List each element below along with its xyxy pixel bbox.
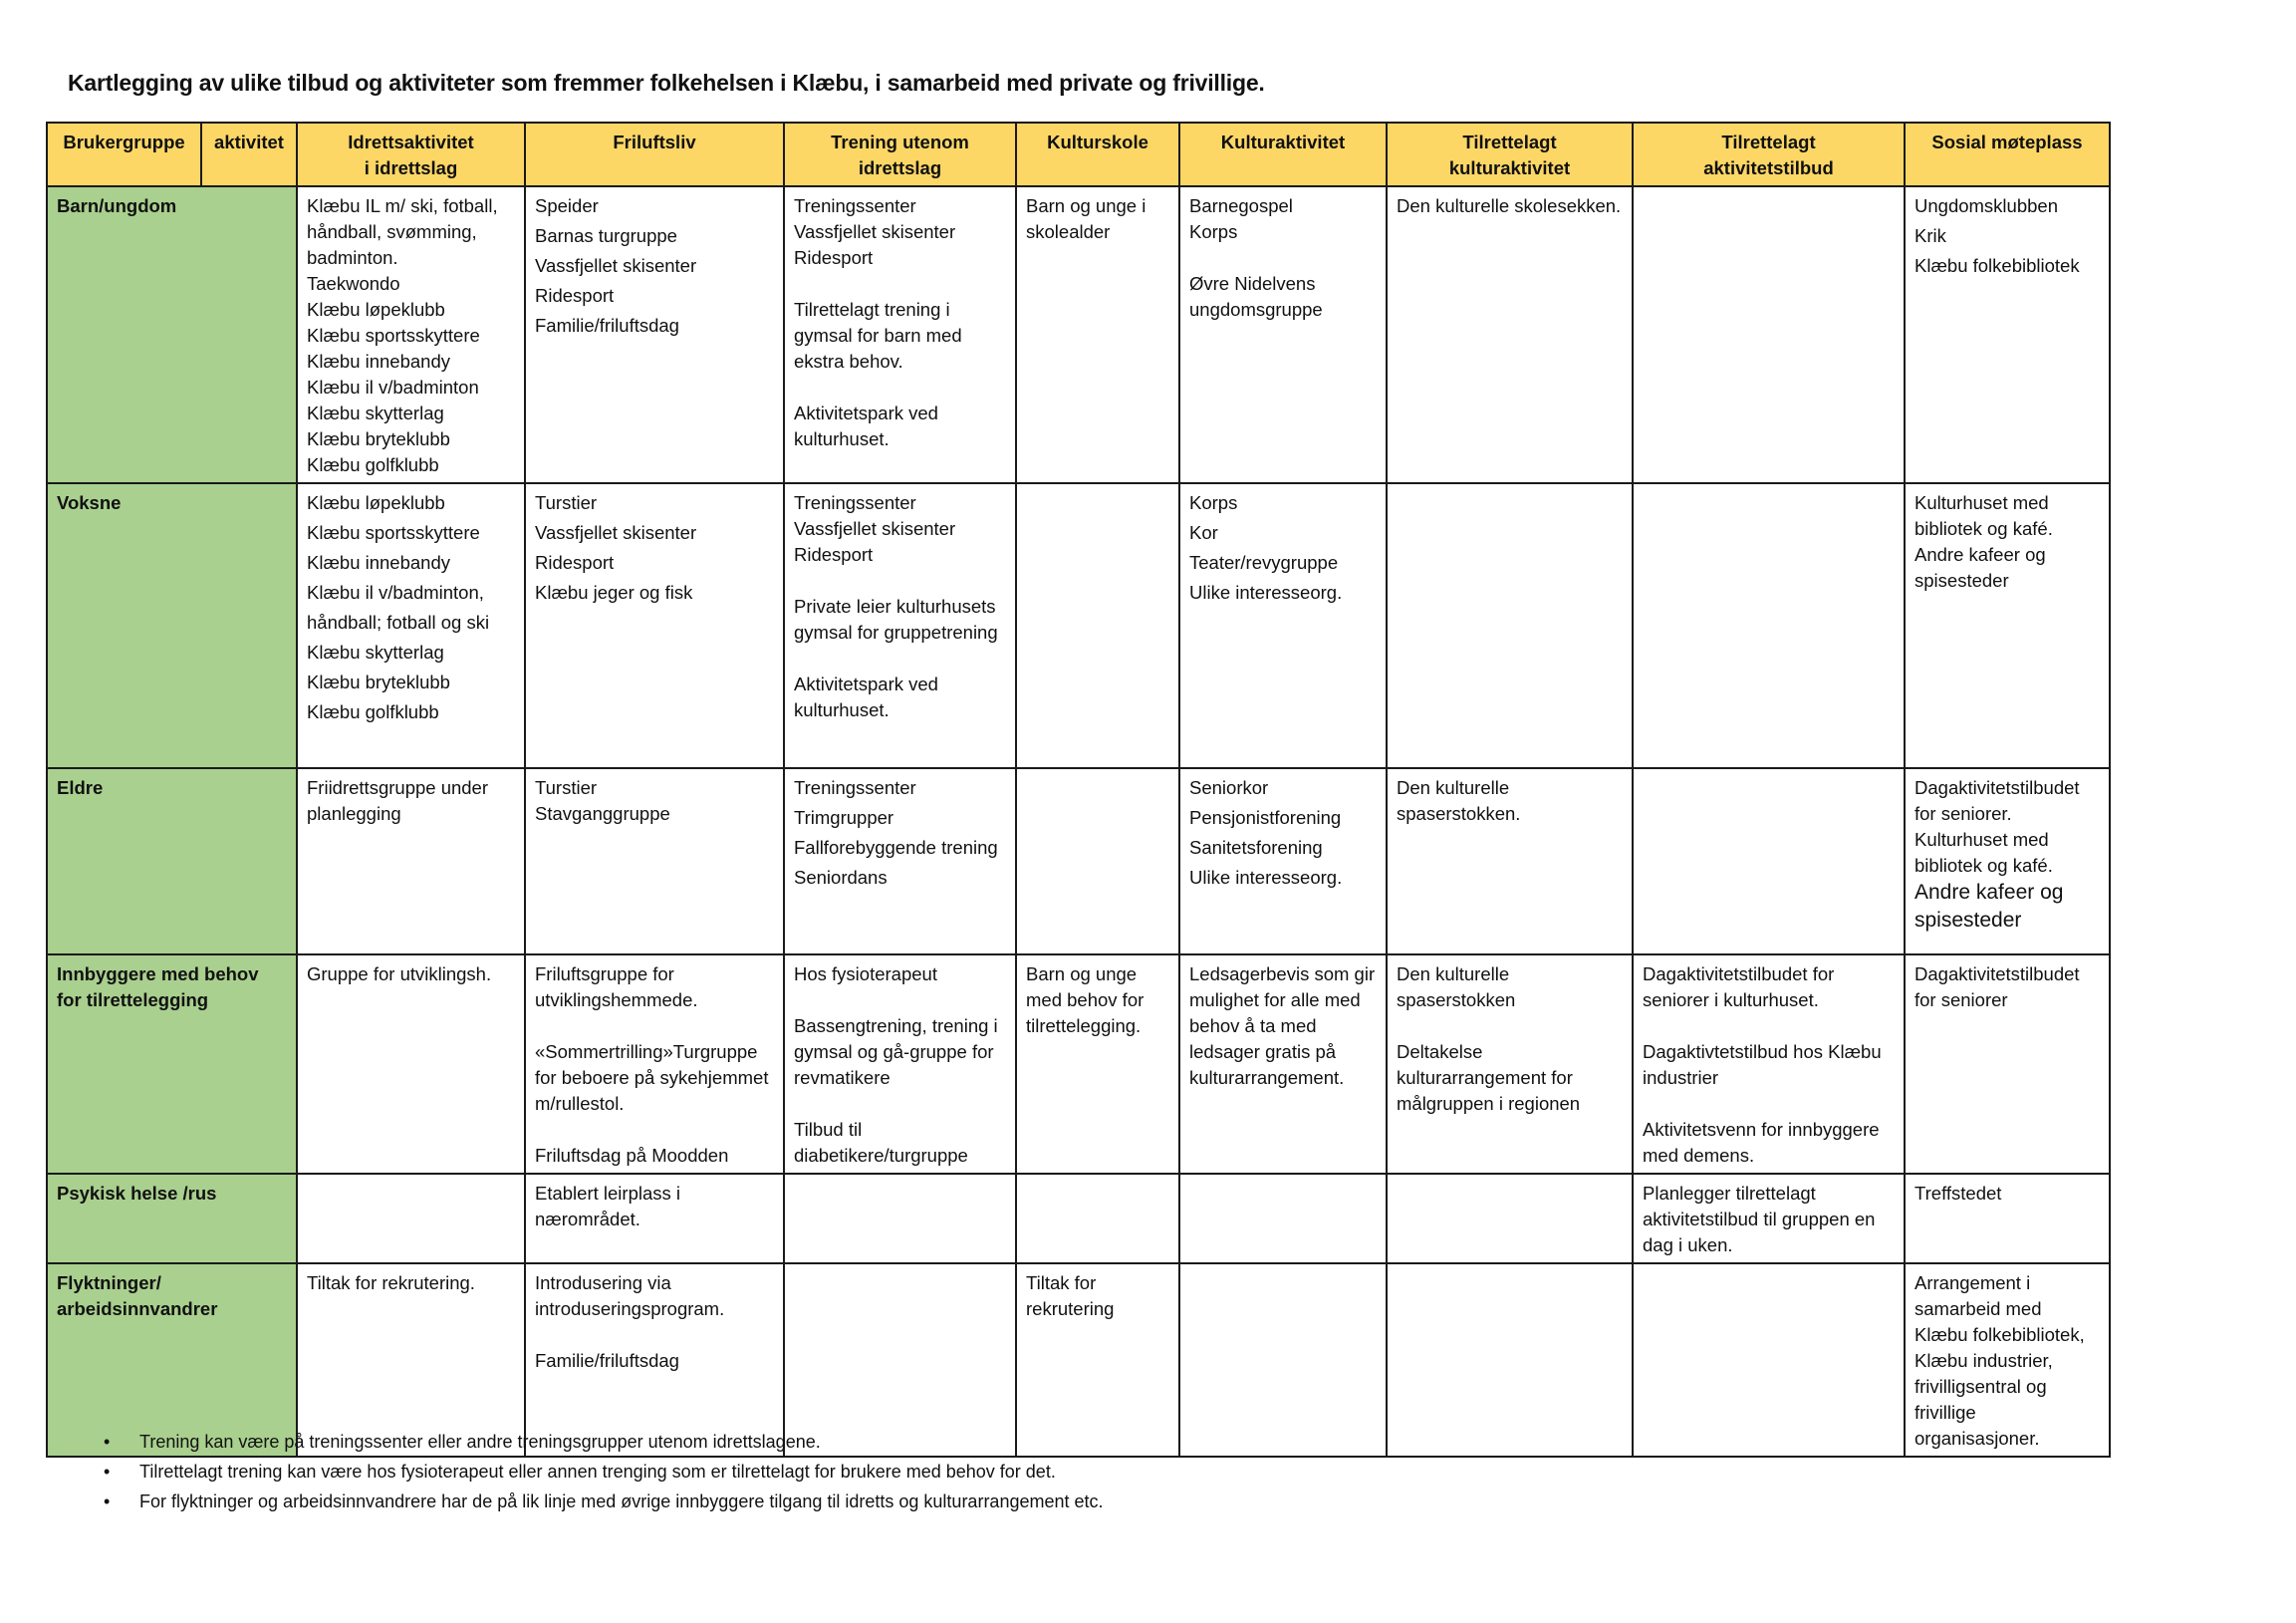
header-aktivitet: aktivitet [201, 123, 297, 186]
cell-tilrettelagt-kulturaktivitet [1387, 1263, 1633, 1457]
table-body [47, 186, 2110, 1457]
cell-tilrettelagt-aktivitetstilbud [1633, 768, 1905, 954]
cell-line: håndball, svømming, [307, 221, 477, 242]
cell-tilrettelagt-kulturaktivitet [1387, 954, 1633, 1174]
cell-line: Kulturhuset med bibliotek og kafé. [1914, 829, 2053, 876]
header-sosial-moteplass: Sosial møteplass [1905, 123, 2110, 186]
cell-line: Klæbu løpeklubb [307, 299, 445, 320]
cell-line: Korps [1189, 492, 1238, 513]
cell-line: Arrangement i samarbeid med Klæbu folkebibliotek, Klæbu industrier, frivilligsentral og frivillige organisasjoner. [1914, 1272, 2085, 1449]
header-kulturskole: Kulturskole [1016, 123, 1179, 186]
cell-friluftsliv [525, 1174, 784, 1263]
cell-kulturaktivitet [1179, 768, 1387, 954]
cell-line: Klæbu innebandy [307, 351, 450, 372]
cell-trening [784, 954, 1016, 1174]
cell-brukergruppe: Voksne [47, 483, 297, 768]
cell-line: Ridesport [535, 285, 615, 306]
cell-line: Dagaktivitetstilbudet for seniorer i kulturhuset. [1643, 963, 1835, 1010]
table-row [47, 768, 2110, 954]
cell-line: Andre kafeer og spisesteder [1914, 881, 2064, 932]
cell-line: Aktivitetspark ved kulturhuset. [794, 403, 938, 449]
cell-sosial-moteplass [1905, 768, 2110, 954]
cell-line: Den kulturelle skolesekken. [1397, 195, 1622, 216]
cell-line: Friluftsgruppe for utviklingshemmede. [535, 963, 698, 1010]
header-line: Idrettsaktivitet [348, 132, 474, 152]
cell-line: Stavganggruppe [535, 803, 670, 824]
cell-line: Klæbu il v/badminton [307, 377, 479, 398]
cell-line: badminton. [307, 247, 398, 268]
cell-line: «Sommertrilling»Turgruppe for beboere på sykehjemmet m/rullestol. [535, 1041, 769, 1114]
cell-line: Treffstedet [1914, 1183, 2002, 1204]
bullet-icon: • [104, 1491, 111, 1511]
table-row [47, 1174, 2110, 1263]
cell-line: Ridesport [794, 247, 874, 268]
cell-idrettsaktivitet [297, 483, 525, 768]
cell-idrettsaktivitet [297, 954, 525, 1174]
cell-friluftsliv [525, 768, 784, 954]
cell-line: Sanitetsforening [1189, 837, 1323, 858]
cell-line: Korps [1189, 221, 1238, 242]
cell-brukergruppe: Psykisk helse /rus [47, 1174, 297, 1263]
cell-line: Treningssenter [794, 777, 916, 798]
cell-line: Seniordans [794, 867, 888, 888]
cell-line: Bassengtrening, trening i gymsal og gå-gruppe for revmatikere [794, 1015, 998, 1088]
cell-line: Hos fysioterapeut [794, 963, 937, 984]
cell-kulturskole [1016, 1174, 1179, 1263]
notes-list [104, 1427, 1104, 1516]
cell-kulturaktivitet [1179, 954, 1387, 1174]
cell-sosial-moteplass [1905, 1174, 2110, 1263]
header-row [47, 123, 2110, 186]
cell-kulturskole [1016, 768, 1179, 954]
cell-line: Fallforebyggende trening [794, 837, 998, 858]
cell-line: Trimgrupper [794, 807, 894, 828]
header-line: idrettslag [858, 157, 942, 178]
cell-line: Klæbu sportsskyttere [307, 522, 480, 543]
cell-line: Klæbu bryteklubb [307, 428, 450, 449]
cell-line: Kor [1189, 522, 1218, 543]
header-tilrettelagt-aktivitetstilbud [1633, 123, 1905, 186]
cell-line: Dagaktivitetstilbudet for seniorer [1914, 963, 2080, 1010]
cell-tilrettelagt-aktivitetstilbud [1633, 483, 1905, 768]
note-item [104, 1457, 1104, 1487]
cell-line: Dagaktivitetstilbudet for seniorer. [1914, 777, 2080, 824]
cell-line: Turstier [535, 492, 598, 513]
note-item [104, 1427, 1104, 1457]
header-line: kulturaktivitet [1448, 157, 1571, 178]
cell-tilrettelagt-kulturaktivitet [1387, 186, 1633, 483]
cell-line: Barn og unge i skolealder [1026, 195, 1147, 242]
cell-line: Barn og unge med behov for tilrettelegging. [1026, 963, 1145, 1036]
cell-sosial-moteplass [1905, 483, 2110, 768]
cell-line: Klæbu sportsskyttere [307, 325, 480, 346]
cell-line: Krik [1914, 225, 1946, 246]
header-line: i idrettslag [364, 157, 458, 178]
cell-tilrettelagt-aktivitetstilbud [1633, 1174, 1905, 1263]
bullet-icon: • [104, 1432, 111, 1452]
cell-line: Klæbu skytterlag [307, 642, 444, 663]
cell-line: Klæbu skytterlag [307, 403, 444, 423]
cell-line: Taekwondo [307, 273, 400, 294]
cell-tilrettelagt-kulturaktivitet [1387, 483, 1633, 768]
cell-brukergruppe: Flyktninger/ arbeidsinnvandrer [47, 1263, 297, 1457]
note-text: For flyktninger og arbeidsinnvandrere har de på lik linje med øvrige innbyggere tilgang til idretts og kulturarrangement etc. [139, 1491, 1104, 1511]
cell-line: Øvre Nidelvens ungdomsgruppe [1189, 273, 1323, 320]
header-line: Tilrettelagt [1462, 132, 1557, 152]
table-row [47, 186, 2110, 483]
cell-line: Den kulturelle spaserstokken [1397, 963, 1516, 1010]
header-tilrettelagt-kulturaktivitet [1387, 123, 1633, 186]
cell-line: Vassfjellet skisenter [535, 522, 697, 543]
cell-line: Introdusering via introduseringsprogram. [535, 1272, 725, 1319]
cell-sosial-moteplass [1905, 954, 2110, 1174]
cell-kulturskole [1016, 954, 1179, 1174]
cell-brukergruppe: Barn/ungdom [47, 186, 297, 483]
cell-line: Etablert leirplass i nærområdet. [535, 1183, 681, 1229]
cell-line: Klæbu jeger og fisk [535, 582, 693, 603]
cell-tilrettelagt-kulturaktivitet [1387, 1174, 1633, 1263]
cell-line: Klæbu folkebibliotek [1914, 255, 2080, 276]
cell-line: Gruppe for utviklingsh. [307, 963, 492, 984]
cell-line: Ledsagerbevis som gir mulighet for alle med behov å ta med ledsager gratis på kulturarrangement. [1189, 963, 1376, 1088]
cell-trening [784, 1174, 1016, 1263]
table-row [47, 954, 2110, 1174]
cell-line: Ridesport [794, 544, 874, 565]
cell-line: Private leier kulturhusets gymsal for gruppetrening [794, 596, 998, 643]
cell-line: Vassfjellet skisenter [794, 221, 956, 242]
cell-kulturskole [1016, 483, 1179, 768]
header-friluftsliv: Friluftsliv [525, 123, 784, 186]
cell-line: Kulturhuset med bibliotek og kafé. [1914, 492, 2053, 539]
cell-tilrettelagt-aktivitetstilbud [1633, 954, 1905, 1174]
cell-line: Familie/friluftsdag [535, 1350, 679, 1371]
cell-line: Ungdomsklubben [1914, 195, 2058, 216]
header-idrettsaktivitet [297, 123, 525, 186]
cell-line: Aktivitetsvenn for innbyggere med demens. [1643, 1119, 1880, 1166]
cell-line: Turstier [535, 777, 598, 798]
cell-trening [784, 186, 1016, 483]
header-kulturaktivitet: Kulturaktivitet [1179, 123, 1387, 186]
cell-kulturaktivitet [1179, 1263, 1387, 1457]
cell-kulturskole [1016, 186, 1179, 483]
cell-trening [784, 483, 1016, 768]
cell-line: Familie/friluftsdag [535, 315, 679, 336]
cell-line: Barnegospel [1189, 195, 1293, 216]
cell-line: Tilrettelagt trening i gymsal for barn med ekstra behov. [794, 299, 962, 372]
cell-kulturaktivitet [1179, 1174, 1387, 1263]
header-brukergruppe: Brukergruppe [47, 123, 201, 186]
note-text: Tilrettelagt trening kan være hos fysioterapeut eller annen trenging som er tilrettelagt for brukere med behov for det. [139, 1462, 1056, 1482]
cell-line: Teater/revygruppe [1189, 552, 1339, 573]
cell-line: Ridesport [535, 552, 615, 573]
cell-brukergruppe: Eldre [47, 768, 297, 954]
cell-idrettsaktivitet [297, 1174, 525, 1263]
cell-idrettsaktivitet [297, 186, 525, 483]
cell-line: Klæbu golfklubb [307, 454, 439, 475]
cell-line: Dagaktivtetstilbud hos Klæbu industrier [1643, 1041, 1882, 1088]
cell-line: Friidrettsgruppe under planlegging [307, 777, 489, 824]
document-title: Kartlegging av ulike tilbud og aktiviteter som fremmer folkehelsen i Klæbu, i samarbeid med private og frivillige. [68, 70, 1265, 96]
activity-table [46, 122, 2111, 1458]
cell-line: Vassfjellet skisenter [794, 518, 956, 539]
cell-line: Tilbud til diabetikere/turgruppe [794, 1119, 968, 1166]
cell-line: Pensjonistforening [1189, 807, 1342, 828]
cell-tilrettelagt-aktivitetstilbud [1633, 186, 1905, 483]
cell-friluftsliv [525, 186, 784, 483]
note-text: Trening kan være på treningssenter eller andre treningsgrupper utenom idrettslagene. [139, 1432, 821, 1452]
cell-brukergruppe: Innbyggere med behov for tilrettelegging [47, 954, 297, 1174]
header-line: Trening utenom [831, 132, 969, 152]
cell-line: Treningssenter [794, 195, 916, 216]
cell-line: Friluftsdag på Moodden [535, 1145, 729, 1166]
cell-line: Deltakelse kulturarrangement for målgruppen i regionen [1397, 1041, 1581, 1114]
table-row [47, 483, 2110, 768]
cell-line: Klæbu innebandy [307, 552, 450, 573]
cell-line: Klæbu bryteklubb [307, 672, 450, 692]
cell-line: Tiltak for rekrutering [1026, 1272, 1115, 1319]
cell-kulturaktivitet [1179, 483, 1387, 768]
cell-idrettsaktivitet [297, 768, 525, 954]
cell-line: Aktivitetspark ved kulturhuset. [794, 674, 938, 720]
cell-line: håndball; fotball og ski [307, 612, 490, 633]
cell-line: Seniorkor [1189, 777, 1269, 798]
cell-line: Treningssenter [794, 492, 916, 513]
cell-tilrettelagt-aktivitetstilbud [1633, 1263, 1905, 1457]
bullet-icon: • [104, 1462, 111, 1482]
cell-line: Tiltak for rekrutering. [307, 1272, 475, 1293]
cell-line: Klæbu il v/badminton, [307, 582, 484, 603]
cell-tilrettelagt-kulturaktivitet [1387, 768, 1633, 954]
cell-line: Den kulturelle spaserstokken. [1397, 777, 1521, 824]
cell-line: Klæbu IL m/ ski, fotball, [307, 195, 498, 216]
note-item [104, 1487, 1104, 1516]
cell-trening [784, 768, 1016, 954]
cell-sosial-moteplass [1905, 186, 2110, 483]
cell-line: Ulike interesseorg. [1189, 582, 1343, 603]
header-line: aktivitetstilbud [1703, 157, 1834, 178]
cell-line: Speider [535, 195, 599, 216]
cell-line: Ulike interesseorg. [1189, 867, 1343, 888]
cell-friluftsliv [525, 483, 784, 768]
cell-line: Barnas turgruppe [535, 225, 677, 246]
cell-line: Klæbu golfklubb [307, 701, 439, 722]
header-line: Tilrettelagt [1721, 132, 1816, 152]
cell-line: Klæbu løpeklubb [307, 492, 445, 513]
cell-line: Planlegger tilrettelagt aktivitetstilbud til gruppen en dag i uken. [1643, 1183, 1876, 1255]
header-trening [784, 123, 1016, 186]
cell-friluftsliv [525, 954, 784, 1174]
cell-line: Vassfjellet skisenter [535, 255, 697, 276]
cell-line: Andre kafeer og spisesteder [1914, 544, 2046, 591]
cell-sosial-moteplass [1905, 1263, 2110, 1457]
cell-kulturaktivitet [1179, 186, 1387, 483]
